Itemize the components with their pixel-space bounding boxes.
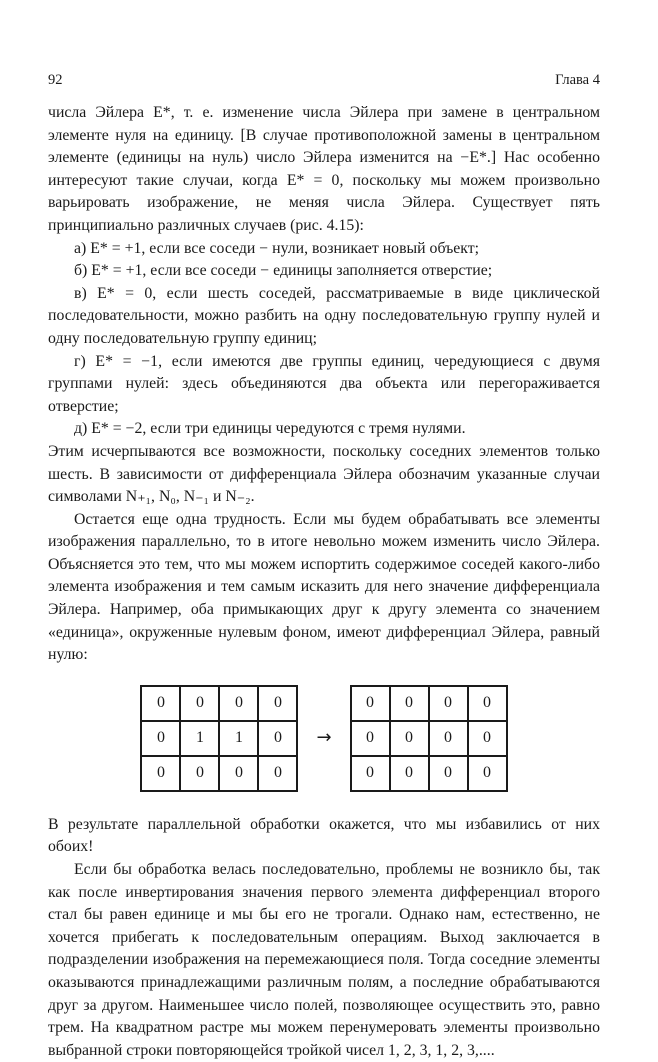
book-page <box>48 72 600 1062</box>
matrix-cell: 0 <box>219 756 258 791</box>
matrix-cell: 0 <box>429 721 468 756</box>
matrix-cell: 0 <box>258 686 297 721</box>
matrix-row <box>141 721 297 756</box>
case-v: в) E* = 0, если шесть соседей, рассматриваемые в виде циклической последовательности, можно разбить на одну последовательную группу нулей и одну последовательную группу единиц; <box>48 284 600 347</box>
matrix-cell: 0 <box>219 686 258 721</box>
paragraph-parallel-result: В результате параллельной обработки окажется, что мы избавились от них обоих! <box>48 815 600 856</box>
matrix-row <box>351 756 507 791</box>
matrix-cell: 0 <box>258 721 297 756</box>
matrix-cell: 0 <box>468 756 507 791</box>
matrix-cell: 0 <box>141 721 180 756</box>
matrix-row <box>351 686 507 721</box>
right-arrow-icon: → <box>316 727 332 749</box>
matrix-cell: 0 <box>390 721 429 756</box>
paragraph-sequential: Если бы обработка велась последовательно, проблемы не возникло бы, так как после инвертирования значения первого элемента дифференциал второго стал бы равен единице и мы бы его не трогали. Однако нам, естественно, не хочется прибегать к последовательным операциям. Выход заключается в подразделении изображения на перемежающиеся поля. Тогда соседние элементы оказываются принадлежащими различным полям, а последние обрабатываются друг за другом. Наименьшее число полей, позволяющее осуществить это, равно трем. На квадратном растре мы можем перенумеровать элементы произвольно выбранной строки повторяющейся тройкой чисел 1, 2, 3, 1, 2, 3,.... <box>48 861 600 1059</box>
matrix-cell: 0 <box>390 686 429 721</box>
matrix-cell: 0 <box>429 686 468 721</box>
case-b: б) E* = +1, если все соседи − единицы заполняется отверстие; <box>74 262 493 280</box>
paragraph-difficulty: Остается еще одна трудность. Если мы будем обрабатывать все элементы изображения параллельно, то в итоге невольно можем изменить число Эйлера. Объясняется это тем, что мы можем испортить содержимое соседей какого-либо элемента изображения и тем самым исказить для него значение дифференциала Эйлера. Например, оба примыкающих друг к другу элемента со значением «единица», окруженные нулевым фоном, имеют дифференциал Эйлера, равный нулю: <box>48 510 600 664</box>
matrix-cell: 0 <box>429 756 468 791</box>
matrix-cell: 0 <box>141 756 180 791</box>
paragraph-euler-intro: числа Эйлера E*, т. е. изменение числа Эйлера при замене в центральном элементе нуля на единицу. [В случае противоположной замены в центральном элементе (единицы на нуль) число Эйлера изменится на −E*.] Нас особенно интересуют такие случаи, когда E* = 0, поскольку мы можем произвольно варьировать изображение, не меняя числа Эйлера. Существует пять принципиально различных случаев (рис. 4.15): <box>48 104 600 234</box>
case-d: д) E* = −2, если три единицы чередуются с тремя нулями. <box>74 420 466 438</box>
matrix-cell: 0 <box>258 756 297 791</box>
matrix-after <box>350 685 508 792</box>
matrix-cell: 0 <box>351 756 390 791</box>
matrix-row <box>141 686 297 721</box>
page-number: 92 <box>48 72 63 88</box>
paragraph-possibilities: Этим исчерпываются все возможности, поскольку соседних элементов только шесть. В зависимости от дифференциала Эйлера обозначим указанные случаи символами N₊₁, N₀, N₋₁ и N₋₂. <box>48 442 600 506</box>
case-g: г) E* = −1, если имеются две группы единиц, чередующиеся с двумя группами нулей: здесь объединяются два объекта или перегораживается отверстие; <box>48 352 600 415</box>
matrix-cell: 1 <box>219 721 258 756</box>
running-head <box>48 72 600 94</box>
matrix-figure <box>48 685 600 792</box>
case-a: а) E* = +1, если все соседи − нули, возникает новый объект; <box>74 239 480 257</box>
matrix-cell: 0 <box>468 721 507 756</box>
matrix-cell: 0 <box>468 686 507 721</box>
matrix-before <box>140 685 298 792</box>
matrix-cell: 0 <box>390 756 429 791</box>
matrix-row <box>141 756 297 791</box>
matrix-cell: 0 <box>141 686 180 721</box>
matrix-cell: 0 <box>180 686 219 721</box>
matrix-cell: 1 <box>180 721 219 756</box>
body-text <box>48 102 600 1062</box>
matrix-row <box>351 721 507 756</box>
chapter-title: Глава 4 <box>555 72 600 88</box>
matrix-cell: 0 <box>351 686 390 721</box>
matrix-cell: 0 <box>351 721 390 756</box>
matrix-cell: 0 <box>180 756 219 791</box>
